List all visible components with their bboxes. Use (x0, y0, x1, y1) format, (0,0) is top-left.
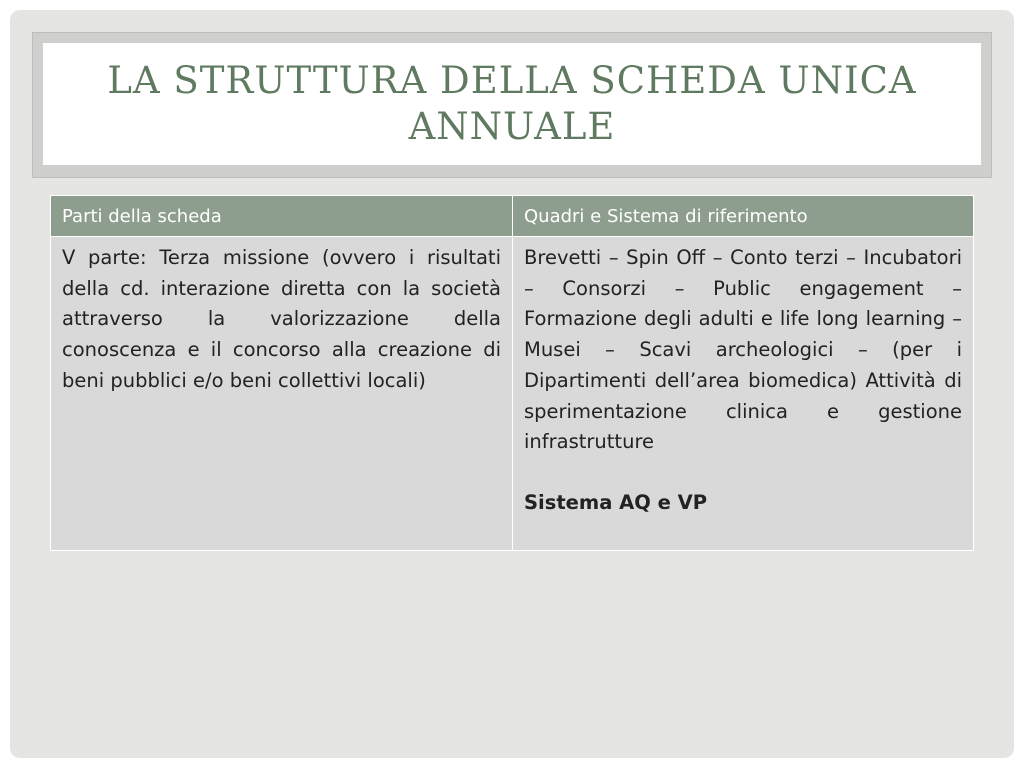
header-quadri: Quadri e Sistema di riferimento (513, 196, 974, 237)
slide-title: LA STRUTTURA DELLA SCHEDA UNICA ANNUALE (107, 59, 917, 148)
header-parti: Parti della scheda (51, 196, 513, 237)
table-header-row (51, 196, 974, 237)
part-text: V parte: Terza missione (ovvero i risultati della cd. interazione diretta con la società attraverso la valorizzazione della conoscenza e il concorso alla creazione di beni pubblici e/o beni collettivi locali) (62, 246, 501, 392)
cell-reference (513, 237, 974, 551)
content-table (50, 195, 974, 551)
title-frame (32, 32, 992, 178)
title-box (43, 43, 981, 165)
reference-text: Brevetti – Spin Off – Conto terzi – Incubatori – Consorzi – Public engagement – Formazione degli adulti e life long learning – Musei – Scavi archeologici – (per i Dipartimenti dell’area biomedica) Attività di sperimentazione clinica e gestione infrastrutture (524, 246, 962, 454)
spacer (524, 458, 962, 488)
reference-bold-text: Sistema AQ e VP (524, 490, 708, 514)
table-row (51, 237, 974, 551)
cell-part (51, 237, 513, 551)
